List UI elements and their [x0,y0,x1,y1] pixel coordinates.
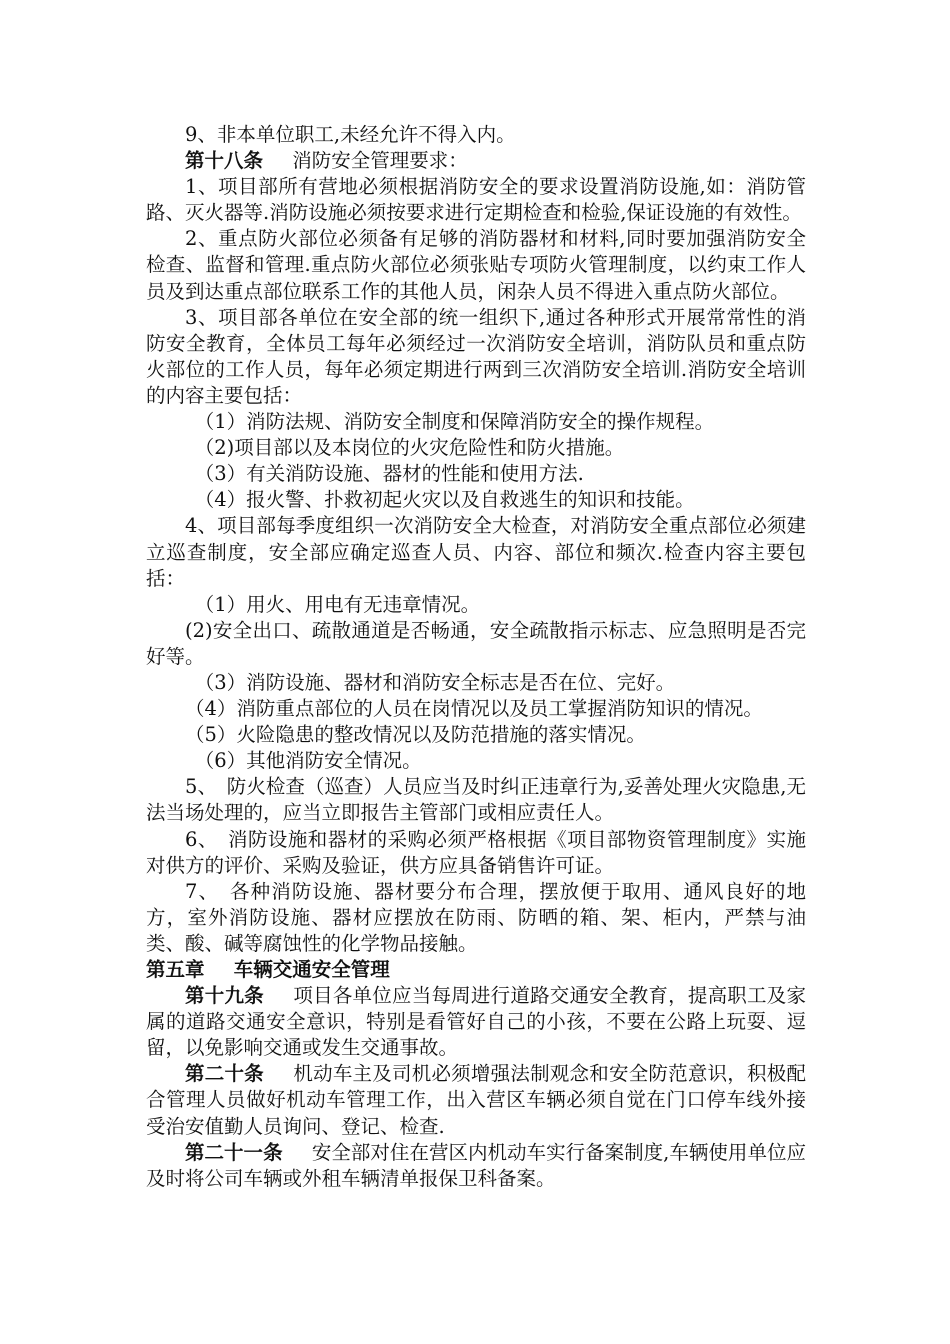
sub-item-3-1: （1）消防法规、消防安全制度和保障消防安全的操作规程。 [194,410,715,434]
article-title: 第二十一条 [185,1140,283,1164]
article-title: 第十九条 [185,984,264,1008]
article-title: 第二十条 [185,1062,264,1086]
sub-item-3-3: （3）有关消防设施、器材的性能和使用方法. [194,462,584,486]
sub-item-4-2: (2)安全出口、疏散通道是否畅通，安全疏散指示标志、应急照明是否完好等。 [146,618,806,668]
article-19: 第十九条 项目各单位应当每周进行道路交通安全教育，提高职工及家属的道路交通安全意识，特别是看管好自己的小孩，不要在公路上玩耍、逗留，以免影响交通或发生交通事故。 [146,984,806,1060]
article-title: 第十八条 [185,149,264,173]
paragraph-1: 1、项目部所有营地必须根据消防安全的要求设置消防设施,如：消防管路、灭火器等.消防设施必须按要求进行定期检查和检验,保证设施的有效性。 [146,175,806,225]
article-20: 第二十条 机动车主及司机必须增强法制观念和安全防范意识，积极配合管理人员做好机动车管理工作，出入营区车辆必须自觉在门口停车线外接受治安值勤人员询问、登记、检查. [146,1062,806,1138]
sub-item-3-4: （4）报火警、扑救初起火灾以及自救逃生的知识和技能。 [194,488,695,512]
paragraph-5: 5、 防火检查（巡查）人员应当及时纠正违章行为,妥善处理火灾隐患,无法当场处理的，应当立即报告主管部门或相应责任人。 [146,775,806,825]
sub-item-4-6: （6）其他消防安全情况。 [194,749,422,773]
sub-item-4-3: （3）消防设施、器材和消防安全标志是否在位、完好。 [194,670,676,694]
paragraph-3: 3、项目部各单位在安全部的统一组织下,通过各种形式开展常常性的消防安全教育，全体员工每年必须经过一次消防安全培训，消防队员和重点防火部位的工作人员，每年必须定期进行两到三次消防安全培训.消防安全培训的内容主要包括： [146,305,806,407]
article-21: 第二十一条 安全部对住在营区内机动车实行备案制度,车辆使用单位应及时将公司车辆或外租车辆清单报保卫科备案。 [146,1140,806,1190]
paragraph-4: 4、项目部每季度组织一次消防安全大检查，对消防安全重点部位必须建立巡查制度，安全部应确定巡查人员、内容、部位和频次.检查内容主要包括： [146,514,806,590]
paragraph-6: 6、 消防设施和器材的采购必须严格根据《项目部物资管理制度》实施对供方的评价、采购及验证，供方应具备销售许可证。 [146,827,806,877]
sub-item-3-2: （2)项目部以及本岗位的火灾危险性和防火措施。 [194,436,625,460]
paragraph-7: 7、 各种消防设施、器材要分布合理，摆放便于取用、通风良好的地方，室外消防设施、器材应摆放在防雨、防晒的箱、架、柜内，严禁与油类、酸、碱等腐蚀性的化学物品接触。 [146,879,806,955]
sub-item-4-1: （1）用火、用电有无违章情况。 [194,592,481,616]
article-18: 第十八条 消防安全管理要求： [185,149,468,173]
paragraph-item-9: 9、非本单位职工,未经允许不得入内。 [185,123,516,146]
chapter-heading: 第五章 车辆交通安全管理 [146,958,390,981]
paragraph-2: 2、重点防火部位必须备有足够的消防器材和材料,同时要加强消防安全检查、监督和管理.重点防火部位必须张贴专项防火管理制度，以约束工作人员及到达重点部位联系工作的其他人员，闲杂人员不得进入重点防火部位。 [146,227,806,303]
sub-item-4-4: （4）消防重点部位的人员在岗情况以及员工掌握消防知识的情况。 [185,697,763,721]
sub-item-4-5: （5）火险隐患的整改情况以及防范措施的落实情况。 [185,723,646,747]
document-page [146,122,806,1192]
